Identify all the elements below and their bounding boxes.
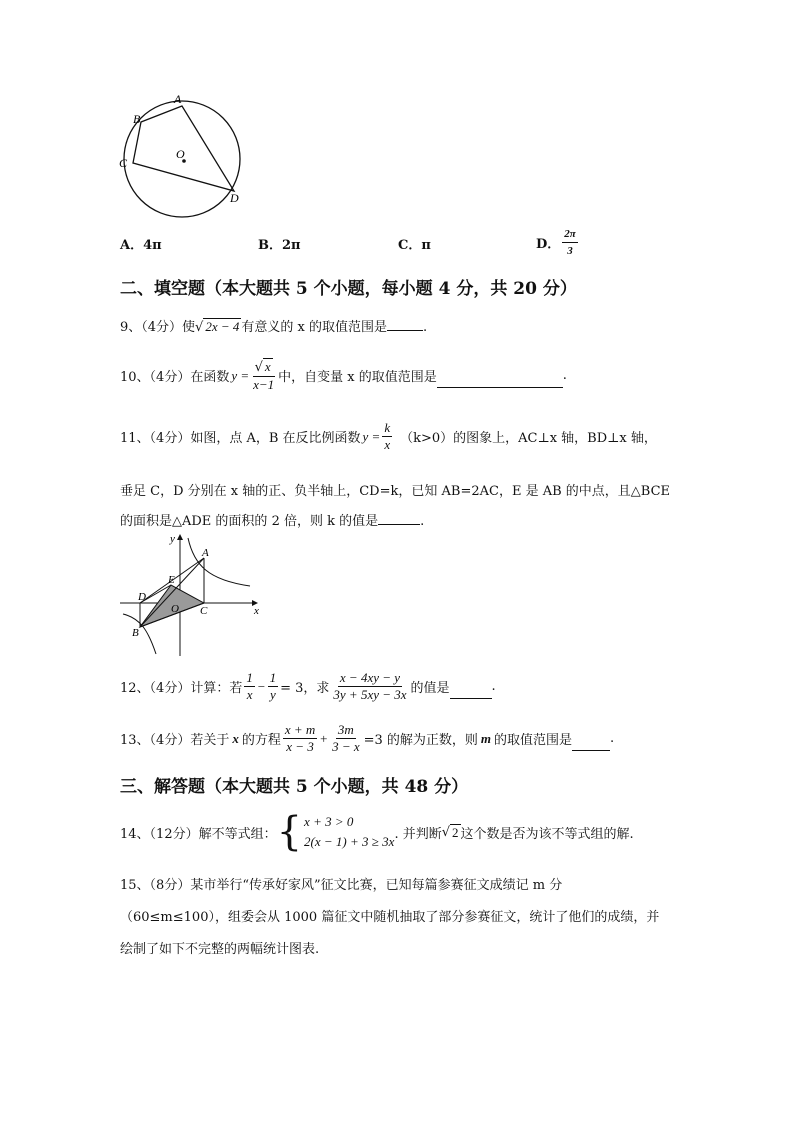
q11-answer-blank[interactable]: [378, 512, 420, 525]
label-a: A: [174, 92, 182, 106]
q14-ineq-2: 2(x − 1) + 3 ≥ 3x: [304, 834, 395, 849]
q10-end: .: [562, 368, 567, 383]
section-3-heading: 三、解答题（本大题共 5 个小题，共 48 分）: [120, 777, 469, 797]
q14-suffix: 这个数是否为该不等式组的解.: [460, 826, 634, 842]
option-d-prefix: D．: [536, 237, 561, 252]
label-y: y: [170, 533, 175, 545]
q10-answer-blank[interactable]: [437, 375, 563, 388]
label-e: E: [168, 574, 175, 586]
q13-mid: 的方程: [241, 733, 281, 748]
q14-inequality-system: [276, 809, 395, 855]
question-11-line-2: 垂足 C，D 分别在 x 轴的正、负半轴上，CD=k，已知 AB=2AC，E 是 AB 的中点，且△BCE: [120, 484, 670, 499]
q11-fraction: [382, 420, 392, 453]
y-axis-arrow: [177, 534, 183, 540]
q10-suffix: 中，自变量 x 的取值范围是: [278, 370, 437, 385]
option-b[interactable]: B．2π: [258, 238, 301, 253]
q10-fraction: [251, 358, 276, 393]
question-13: [120, 722, 614, 755]
q14-radicand: 2: [452, 824, 459, 840]
question-15-line-2: （60≤m≤100），组委会从 1000 篇征文中随机抽取了部分参赛征文，统计了他们的成绩，并: [120, 910, 660, 925]
q12-f2-den: y: [269, 687, 276, 702]
q9-answer-blank[interactable]: [387, 318, 423, 331]
q13-f2-den: 3 − x: [332, 739, 360, 754]
question-15-line-3: 绘制了如下不完整的两幅统计图表.: [120, 942, 320, 957]
q13-m: m: [480, 730, 492, 746]
q13-answer-blank[interactable]: [572, 738, 610, 751]
label-c: C: [119, 156, 128, 170]
q9-radicand: 2x − 4: [205, 319, 240, 334]
label-x: x: [254, 605, 259, 617]
q11-prefix: 11、（4分）如图，点 A，B 在反比例函数: [120, 431, 361, 446]
option-c[interactable]: C．π: [398, 238, 431, 253]
q13-end: .: [610, 731, 615, 746]
q13-f1-num: x + m: [284, 722, 316, 737]
q13-var: x: [232, 730, 239, 746]
label-d: D: [138, 591, 146, 603]
label-b: B: [133, 112, 141, 126]
label-o: O: [176, 147, 185, 161]
q10-y: y =: [231, 367, 250, 383]
option-d-den: 3: [567, 245, 573, 257]
question-15-line-1: 15、（8分）某市举行“传承好家风”征文比赛，已知每篇参赛征文成绩记 m 分: [120, 878, 563, 893]
q13-suffix: 的取值范围是: [494, 733, 573, 748]
option-a[interactable]: A．4π: [120, 238, 162, 253]
sqrt-icon: √: [195, 320, 204, 335]
sqrt-icon: √: [441, 824, 450, 840]
question-12: [120, 670, 496, 703]
q12-f1-den: x: [246, 687, 253, 702]
q13-f2-num: 3m: [337, 722, 354, 737]
q9-end: .: [423, 320, 428, 335]
circle-quadrilateral-figure: [112, 90, 252, 220]
q12-fraction-2: [268, 670, 279, 703]
q13-prefix: 13、（4分）若关于: [120, 733, 230, 748]
q10-prefix: 10、（4分）在函数: [120, 370, 230, 385]
label-b: B: [132, 627, 139, 639]
sqrt-icon: √: [254, 360, 263, 375]
q12-fraction-1: [244, 670, 255, 703]
q13-eq: =3 的解为正数，则: [363, 733, 478, 748]
segment-ab: [140, 558, 204, 627]
section-2-heading: 二、填空题（本大题共 5 个小题，每小题 4 分，共 20 分）: [120, 279, 577, 299]
label-d: D: [230, 191, 239, 205]
option-d-fraction: [562, 226, 578, 259]
q11-cond: （k>0）的图象上，AC⊥x 轴，BD⊥x 轴，: [400, 431, 657, 446]
q14-ineq-1: x + 3 > 0: [304, 814, 354, 829]
q13-plus: +: [319, 730, 329, 746]
q10-num: [253, 358, 275, 377]
q12-minus: −: [256, 678, 266, 694]
q12-fraction-3: [331, 670, 408, 703]
q13-fraction-2: [330, 722, 362, 755]
q12-answer-blank[interactable]: [450, 686, 492, 699]
q12-prefix: 12、（4分）计算：若: [120, 681, 243, 696]
q11-line3-text: 的面积是△ADE 的面积的 2 倍，则 k 的值是: [120, 514, 379, 529]
question-9: [120, 316, 427, 335]
question-11-line-3: [120, 510, 424, 529]
option-d[interactable]: [536, 226, 580, 259]
q9-suffix: 有意义的 x 的取值范围是: [241, 320, 387, 335]
q14-mid: . 并判断: [394, 826, 442, 842]
q12-end: .: [491, 679, 496, 694]
left-brace-icon: {: [276, 809, 303, 855]
q13-fraction-1: [283, 722, 317, 755]
q11-y: y =: [362, 428, 381, 444]
q12-f2-num: 1: [269, 670, 277, 685]
label-a: A: [202, 547, 209, 559]
question-14: [120, 809, 634, 855]
q12-suffix: 的值是: [410, 681, 450, 696]
inverse-function-figure: [118, 530, 268, 658]
q10-radicand: x: [264, 359, 271, 374]
question-11: [120, 420, 657, 453]
label-c: C: [200, 605, 208, 617]
q9-prefix: 9、（4分）使: [120, 320, 196, 335]
q10-den: x−1: [253, 377, 275, 392]
hyperbola-first-quadrant: [188, 538, 250, 586]
question-10: [120, 358, 567, 393]
label-o: O: [171, 603, 179, 615]
q14-prefix: 14、（12分）解不等式组：: [120, 826, 277, 842]
q12-f3-num: x − 4xy − y: [339, 670, 401, 685]
q11-den: x: [384, 437, 391, 452]
q11-end: .: [420, 514, 425, 529]
q11-num: k: [384, 420, 391, 435]
q12-eq: = 3，求: [280, 681, 330, 696]
q12-f1-num: 1: [246, 670, 253, 685]
q13-f1-den: x − 3: [286, 739, 314, 754]
q12-f3-den: 3y + 5xy − 3x: [333, 687, 407, 702]
option-d-num: 2π: [562, 226, 578, 243]
